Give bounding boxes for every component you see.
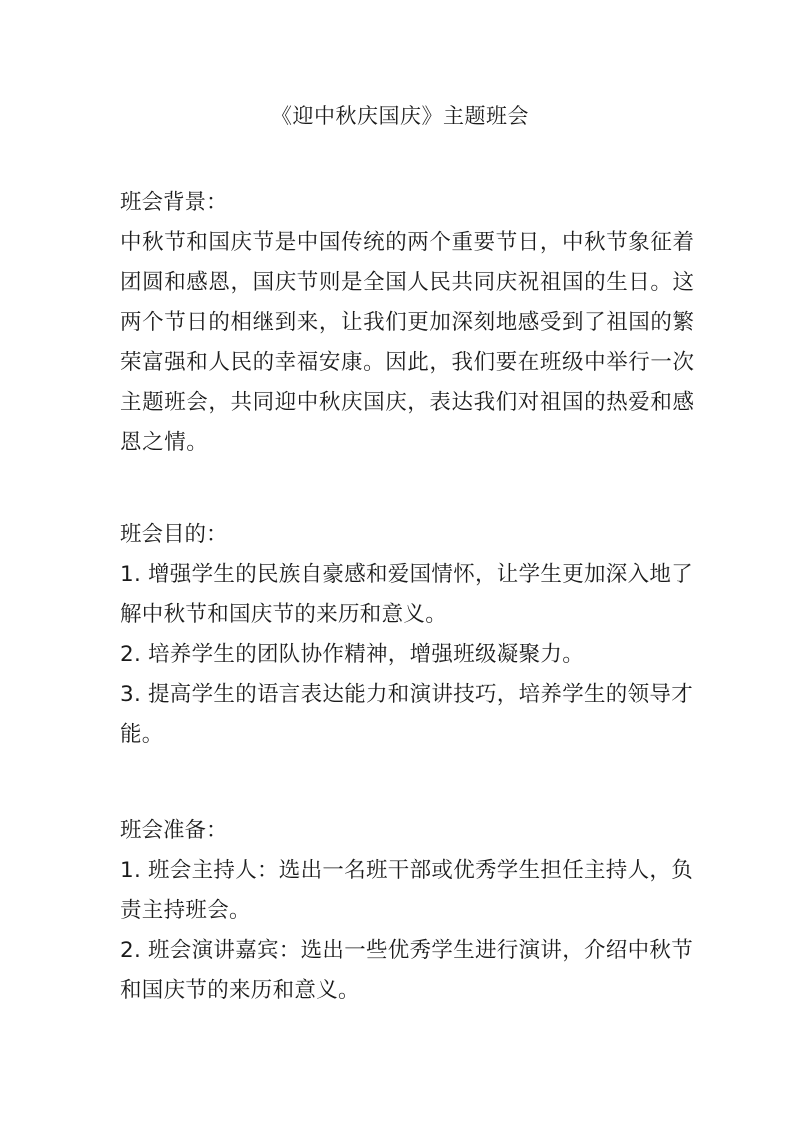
background-line: 荣富强和人民的幸福安康。因此，我们要在班级中举行一次 bbox=[120, 350, 695, 375]
preparation-item-2 bbox=[120, 931, 694, 971]
document-title: 《迎中秋庆国庆》主题班会 bbox=[271, 104, 529, 128]
preparation-item-1-continued: 责主持班会。 bbox=[120, 898, 251, 923]
item-number: 2. bbox=[120, 938, 142, 963]
purpose-item-3 bbox=[120, 675, 694, 715]
background-section bbox=[120, 183, 695, 463]
purpose-heading: 班会目的： bbox=[120, 522, 228, 547]
background-line: 中秋节和国庆节是中国传统的两个重要节日，中秋节象征着 bbox=[120, 230, 695, 255]
preparation-heading: 班会准备： bbox=[120, 818, 228, 843]
background-line: 恩之情。 bbox=[120, 430, 209, 455]
purpose-section bbox=[120, 515, 694, 755]
purpose-item-1-continued: 解中秋节和国庆节的来历和意义。 bbox=[120, 602, 448, 627]
background-line: 主题班会，共同迎中秋庆国庆，表达我们对祖国的热爱和感 bbox=[120, 390, 695, 415]
item-text: 培养学生的团队协作精神，增强班级凝聚力。 bbox=[148, 642, 585, 667]
item-number: 1. bbox=[120, 858, 142, 883]
preparation-item-1 bbox=[120, 851, 694, 891]
purpose-item-1 bbox=[120, 555, 694, 595]
preparation-item-2-continued: 和国庆节的来历和意义。 bbox=[120, 978, 360, 1003]
item-text: 增强学生的民族自豪感和爱国情怀，让学生更加深入地了 bbox=[148, 562, 694, 587]
background-line: 两个节日的相继到来，让我们更加深刻地感受到了祖国的繁 bbox=[120, 310, 695, 335]
item-number: 3. bbox=[120, 682, 142, 707]
preparation-section bbox=[120, 811, 694, 1011]
item-text: 班会演讲嘉宾：选出一些优秀学生进行演讲，介绍中秋节 bbox=[148, 938, 694, 963]
background-heading: 班会背景： bbox=[120, 190, 228, 215]
item-number: 2. bbox=[120, 642, 142, 667]
item-text: 班会主持人：选出一名班干部或优秀学生担任主持人，负 bbox=[148, 858, 694, 883]
item-text: 提高学生的语言表达能力和演讲技巧，培养学生的领导才 bbox=[148, 682, 694, 707]
item-number: 1. bbox=[120, 562, 142, 587]
background-line: 团圆和感恩，国庆节则是全国人民共同庆祝祖国的生日。这 bbox=[120, 270, 695, 295]
purpose-item-3-continued: 能。 bbox=[120, 722, 164, 747]
purpose-item-2 bbox=[120, 635, 686, 675]
